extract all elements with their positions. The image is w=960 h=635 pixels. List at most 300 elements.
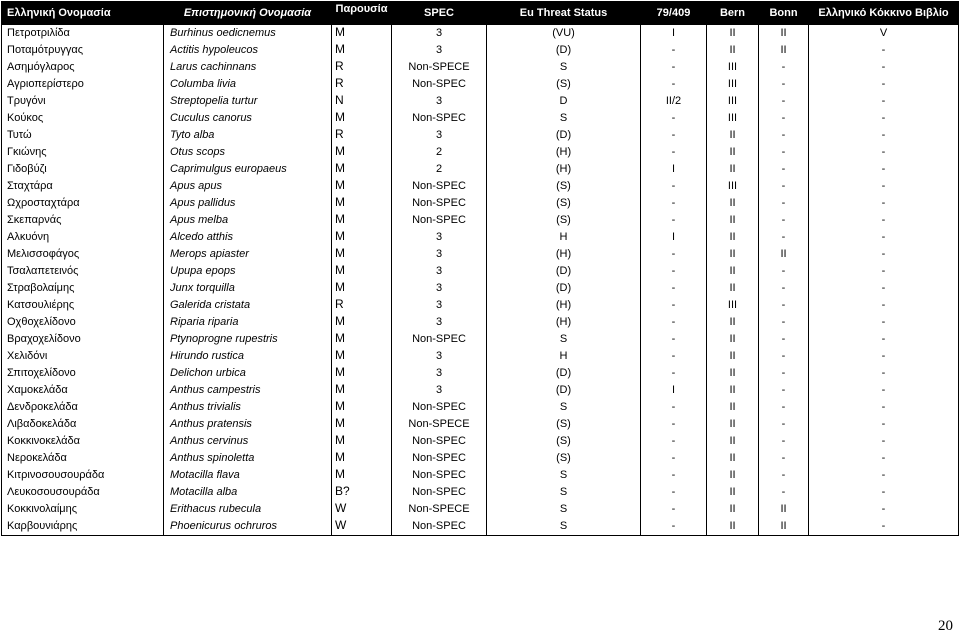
- cell-common-name: Γκιώνης: [2, 144, 164, 161]
- cell-presence: B?: [332, 484, 392, 501]
- cell-bern: II: [707, 331, 759, 348]
- cell-presence: M: [332, 178, 392, 195]
- cell-scientific-name: Junx torquilla: [164, 280, 332, 297]
- cell-spec: Non-SPEC: [392, 331, 487, 348]
- cell-bern: II: [707, 501, 759, 518]
- cell-spec: Non-SPEC: [392, 76, 487, 93]
- cell-presence: M: [332, 467, 392, 484]
- cell-common-name: Πετροτριλίδα: [2, 25, 164, 43]
- cell-directive: II/2: [641, 93, 707, 110]
- cell-red-book: -: [809, 518, 959, 536]
- cell-directive: -: [641, 127, 707, 144]
- cell-directive: -: [641, 178, 707, 195]
- cell-bern: II: [707, 127, 759, 144]
- cell-directive: -: [641, 433, 707, 450]
- cell-spec: 2: [392, 144, 487, 161]
- cell-presence: M: [332, 144, 392, 161]
- cell-bern: III: [707, 76, 759, 93]
- cell-directive: -: [641, 450, 707, 467]
- cell-red-book: V: [809, 25, 959, 43]
- table-row: [2, 263, 959, 280]
- cell-spec: 3: [392, 314, 487, 331]
- cell-red-book: -: [809, 195, 959, 212]
- cell-bonn: -: [759, 178, 809, 195]
- table-row: [2, 59, 959, 76]
- cell-eu-threat: S: [487, 518, 641, 536]
- cell-scientific-name: Ptynoprogne rupestris: [164, 331, 332, 348]
- cell-common-name: Ασημόγλαρος: [2, 59, 164, 76]
- cell-presence: M: [332, 161, 392, 178]
- cell-eu-threat: S: [487, 399, 641, 416]
- table-row: [2, 331, 959, 348]
- table-row: [2, 229, 959, 246]
- cell-spec: Non-SPEC: [392, 110, 487, 127]
- cell-bonn: -: [759, 467, 809, 484]
- table-row: [2, 42, 959, 59]
- cell-spec: Non-SPECE: [392, 416, 487, 433]
- cell-red-book: -: [809, 280, 959, 297]
- table-row: [2, 416, 959, 433]
- cell-spec: 3: [392, 42, 487, 59]
- cell-bonn: -: [759, 229, 809, 246]
- cell-scientific-name: Delichon urbica: [164, 365, 332, 382]
- cell-eu-threat: (H): [487, 144, 641, 161]
- cell-common-name: Γιδοβύζι: [2, 161, 164, 178]
- cell-eu-threat: (S): [487, 450, 641, 467]
- cell-red-book: -: [809, 76, 959, 93]
- cell-common-name: Κιτρινοσουσουράδα: [2, 467, 164, 484]
- cell-spec: Non-SPEC: [392, 450, 487, 467]
- cell-directive: I: [641, 382, 707, 399]
- cell-presence: M: [332, 433, 392, 450]
- cell-common-name: Χαμοκελάδα: [2, 382, 164, 399]
- header-presence: Παρουσία: [332, 2, 392, 25]
- cell-common-name: Λευκοσουσουράδα: [2, 484, 164, 501]
- cell-presence: N: [332, 93, 392, 110]
- cell-bonn: II: [759, 501, 809, 518]
- cell-bern: III: [707, 297, 759, 314]
- cell-common-name: Δενδροκελάδα: [2, 399, 164, 416]
- cell-scientific-name: Merops apiaster: [164, 246, 332, 263]
- cell-bern: III: [707, 59, 759, 76]
- cell-red-book: -: [809, 348, 959, 365]
- cell-scientific-name: Burhinus oedicnemus: [164, 25, 332, 43]
- cell-bonn: -: [759, 365, 809, 382]
- cell-red-book: -: [809, 110, 959, 127]
- cell-bern: II: [707, 399, 759, 416]
- cell-bern: II: [707, 382, 759, 399]
- cell-directive: -: [641, 42, 707, 59]
- cell-presence: M: [332, 348, 392, 365]
- cell-red-book: -: [809, 42, 959, 59]
- cell-spec: Non-SPEC: [392, 433, 487, 450]
- cell-scientific-name: Caprimulgus europaeus: [164, 161, 332, 178]
- cell-presence: W: [332, 518, 392, 536]
- cell-spec: 3: [392, 246, 487, 263]
- cell-spec: Non-SPEC: [392, 467, 487, 484]
- cell-bonn: -: [759, 382, 809, 399]
- cell-red-book: -: [809, 144, 959, 161]
- table-row: [2, 484, 959, 501]
- cell-common-name: Κατσουλιέρης: [2, 297, 164, 314]
- cell-scientific-name: Anthus pratensis: [164, 416, 332, 433]
- cell-directive: I: [641, 229, 707, 246]
- cell-common-name: Τυτώ: [2, 127, 164, 144]
- cell-common-name: Κοκκινολαίμης: [2, 501, 164, 518]
- cell-red-book: -: [809, 59, 959, 76]
- cell-scientific-name: Galerida cristata: [164, 297, 332, 314]
- cell-bonn: II: [759, 25, 809, 43]
- cell-common-name: Λιβαδοκελάδα: [2, 416, 164, 433]
- table-row: [2, 399, 959, 416]
- cell-spec: Non-SPEC: [392, 195, 487, 212]
- header-red-book: Ελληνικό Κόκκινο Βιβλίο: [809, 2, 959, 25]
- cell-red-book: -: [809, 212, 959, 229]
- cell-presence: M: [332, 450, 392, 467]
- table-row: [2, 25, 959, 43]
- table-row: [2, 178, 959, 195]
- table-row: [2, 314, 959, 331]
- table-row: [2, 212, 959, 229]
- cell-scientific-name: Anthus cervinus: [164, 433, 332, 450]
- cell-presence: M: [332, 263, 392, 280]
- cell-bern: II: [707, 365, 759, 382]
- cell-directive: -: [641, 331, 707, 348]
- cell-red-book: -: [809, 127, 959, 144]
- cell-presence: M: [332, 331, 392, 348]
- cell-bonn: -: [759, 59, 809, 76]
- cell-common-name: Σπιτοχελίδονο: [2, 365, 164, 382]
- table-row: [2, 348, 959, 365]
- cell-directive: -: [641, 416, 707, 433]
- cell-eu-threat: (D): [487, 263, 641, 280]
- table-row: [2, 518, 959, 536]
- page-number: 20: [938, 618, 953, 634]
- cell-common-name: Τρυγόνι: [2, 93, 164, 110]
- cell-scientific-name: Otus scops: [164, 144, 332, 161]
- cell-bern: II: [707, 25, 759, 43]
- cell-spec: Non-SPEC: [392, 518, 487, 536]
- cell-bern: II: [707, 314, 759, 331]
- cell-bonn: -: [759, 263, 809, 280]
- cell-eu-threat: S: [487, 484, 641, 501]
- cell-presence: M: [332, 399, 392, 416]
- header-spec: SPEC: [392, 2, 487, 25]
- cell-bern: II: [707, 144, 759, 161]
- header-directive: 79/409: [641, 2, 707, 25]
- cell-bern: II: [707, 195, 759, 212]
- cell-presence: M: [332, 212, 392, 229]
- header-bern: Bern: [707, 2, 759, 25]
- table-row: [2, 246, 959, 263]
- cell-spec: 3: [392, 297, 487, 314]
- cell-directive: I: [641, 161, 707, 178]
- cell-red-book: -: [809, 399, 959, 416]
- cell-red-book: -: [809, 246, 959, 263]
- cell-bonn: -: [759, 433, 809, 450]
- cell-eu-threat: (D): [487, 127, 641, 144]
- cell-bonn: -: [759, 331, 809, 348]
- cell-common-name: Νεροκελάδα: [2, 450, 164, 467]
- cell-scientific-name: Apus apus: [164, 178, 332, 195]
- cell-spec: 2: [392, 161, 487, 178]
- cell-bern: II: [707, 263, 759, 280]
- cell-red-book: -: [809, 314, 959, 331]
- cell-red-book: -: [809, 178, 959, 195]
- cell-scientific-name: Motacilla alba: [164, 484, 332, 501]
- cell-bonn: -: [759, 348, 809, 365]
- table-row: [2, 467, 959, 484]
- cell-common-name: Στραβολαίμης: [2, 280, 164, 297]
- cell-scientific-name: Anthus campestris: [164, 382, 332, 399]
- cell-red-book: -: [809, 161, 959, 178]
- cell-directive: -: [641, 518, 707, 536]
- cell-bonn: -: [759, 297, 809, 314]
- cell-spec: 3: [392, 229, 487, 246]
- cell-common-name: Ποταμότρυγγας: [2, 42, 164, 59]
- cell-presence: M: [332, 42, 392, 59]
- cell-bern: III: [707, 110, 759, 127]
- cell-spec: Non-SPEC: [392, 178, 487, 195]
- cell-common-name: Σταχτάρα: [2, 178, 164, 195]
- cell-scientific-name: Alcedo atthis: [164, 229, 332, 246]
- cell-scientific-name: Upupa epops: [164, 263, 332, 280]
- cell-spec: Non-SPECE: [392, 59, 487, 76]
- cell-scientific-name: Actitis hypoleucos: [164, 42, 332, 59]
- header-bonn: Bonn: [759, 2, 809, 25]
- cell-directive: -: [641, 365, 707, 382]
- cell-presence: M: [332, 110, 392, 127]
- cell-bern: II: [707, 518, 759, 536]
- cell-bonn: II: [759, 246, 809, 263]
- cell-directive: -: [641, 501, 707, 518]
- cell-bonn: -: [759, 280, 809, 297]
- cell-scientific-name: Phoenicurus ochruros: [164, 518, 332, 536]
- cell-spec: 3: [392, 348, 487, 365]
- cell-bonn: -: [759, 110, 809, 127]
- cell-presence: M: [332, 229, 392, 246]
- cell-bonn: -: [759, 314, 809, 331]
- cell-bern: II: [707, 161, 759, 178]
- cell-spec: 3: [392, 365, 487, 382]
- cell-eu-threat: (VU): [487, 25, 641, 43]
- cell-bern: II: [707, 416, 759, 433]
- table-row: [2, 280, 959, 297]
- table-row: [2, 382, 959, 399]
- table-row: [2, 365, 959, 382]
- cell-presence: R: [332, 297, 392, 314]
- cell-directive: -: [641, 484, 707, 501]
- cell-bern: II: [707, 348, 759, 365]
- cell-directive: -: [641, 76, 707, 93]
- cell-common-name: Καρβουνιάρης: [2, 518, 164, 536]
- cell-eu-threat: (H): [487, 161, 641, 178]
- cell-spec: 3: [392, 280, 487, 297]
- cell-spec: Non-SPEC: [392, 399, 487, 416]
- cell-spec: 3: [392, 127, 487, 144]
- cell-scientific-name: Anthus spinoletta: [164, 450, 332, 467]
- cell-bonn: -: [759, 127, 809, 144]
- species-table: [1, 1, 959, 536]
- cell-bonn: -: [759, 450, 809, 467]
- cell-eu-threat: H: [487, 229, 641, 246]
- cell-red-book: -: [809, 93, 959, 110]
- cell-bern: III: [707, 93, 759, 110]
- cell-bern: II: [707, 212, 759, 229]
- cell-bern: II: [707, 229, 759, 246]
- cell-eu-threat: S: [487, 59, 641, 76]
- cell-red-book: -: [809, 416, 959, 433]
- cell-scientific-name: Streptopelia turtur: [164, 93, 332, 110]
- cell-spec: 3: [392, 382, 487, 399]
- cell-presence: M: [332, 382, 392, 399]
- cell-directive: -: [641, 110, 707, 127]
- cell-directive: I: [641, 25, 707, 43]
- cell-bonn: -: [759, 76, 809, 93]
- cell-eu-threat: S: [487, 501, 641, 518]
- cell-spec: Non-SPEC: [392, 484, 487, 501]
- cell-bonn: -: [759, 195, 809, 212]
- table-row: [2, 501, 959, 518]
- cell-directive: -: [641, 263, 707, 280]
- cell-bonn: -: [759, 93, 809, 110]
- cell-scientific-name: Larus cachinnans: [164, 59, 332, 76]
- cell-common-name: Σκεπαρνάς: [2, 212, 164, 229]
- table-row: [2, 450, 959, 467]
- cell-red-book: -: [809, 450, 959, 467]
- table-row: [2, 93, 959, 110]
- header-eu-threat: Eu Threat Status: [487, 2, 641, 25]
- cell-common-name: Βραχοχελίδονο: [2, 331, 164, 348]
- cell-scientific-name: Columba livia: [164, 76, 332, 93]
- cell-directive: -: [641, 195, 707, 212]
- cell-directive: -: [641, 399, 707, 416]
- cell-eu-threat: (S): [487, 76, 641, 93]
- table-row: [2, 195, 959, 212]
- cell-bonn: -: [759, 212, 809, 229]
- cell-red-book: -: [809, 433, 959, 450]
- cell-directive: -: [641, 467, 707, 484]
- header-scientific-name: Επιστημονική Ονομασία: [164, 2, 332, 25]
- cell-scientific-name: Erithacus rubecula: [164, 501, 332, 518]
- cell-red-book: -: [809, 484, 959, 501]
- cell-bonn: II: [759, 518, 809, 536]
- cell-red-book: -: [809, 297, 959, 314]
- cell-spec: 3: [392, 93, 487, 110]
- cell-bonn: -: [759, 484, 809, 501]
- cell-eu-threat: (H): [487, 246, 641, 263]
- cell-scientific-name: Tyto alba: [164, 127, 332, 144]
- cell-common-name: Αλκυόνη: [2, 229, 164, 246]
- cell-presence: M: [332, 25, 392, 43]
- cell-presence: R: [332, 127, 392, 144]
- cell-bern: II: [707, 450, 759, 467]
- cell-directive: -: [641, 144, 707, 161]
- cell-presence: M: [332, 416, 392, 433]
- cell-directive: -: [641, 59, 707, 76]
- cell-eu-threat: (S): [487, 195, 641, 212]
- cell-eu-threat: (D): [487, 382, 641, 399]
- cell-eu-threat: (S): [487, 212, 641, 229]
- cell-presence: M: [332, 314, 392, 331]
- cell-directive: -: [641, 348, 707, 365]
- cell-scientific-name: Riparia riparia: [164, 314, 332, 331]
- cell-spec: 3: [392, 25, 487, 43]
- cell-common-name: Μελισσοφάγος: [2, 246, 164, 263]
- cell-eu-threat: H: [487, 348, 641, 365]
- cell-bern: II: [707, 484, 759, 501]
- cell-common-name: Τσαλαπετεινός: [2, 263, 164, 280]
- cell-directive: -: [641, 297, 707, 314]
- table-row: [2, 127, 959, 144]
- table-row: [2, 161, 959, 178]
- cell-bern: II: [707, 280, 759, 297]
- cell-common-name: Χελιδόνι: [2, 348, 164, 365]
- cell-directive: -: [641, 314, 707, 331]
- cell-red-book: -: [809, 501, 959, 518]
- cell-eu-threat: (H): [487, 297, 641, 314]
- cell-red-book: -: [809, 467, 959, 484]
- cell-eu-threat: S: [487, 331, 641, 348]
- cell-scientific-name: Hirundo rustica: [164, 348, 332, 365]
- cell-presence: M: [332, 365, 392, 382]
- cell-red-book: -: [809, 365, 959, 382]
- cell-presence: M: [332, 195, 392, 212]
- cell-eu-threat: (S): [487, 416, 641, 433]
- cell-common-name: Κοκκινοκελάδα: [2, 433, 164, 450]
- cell-directive: -: [641, 212, 707, 229]
- cell-scientific-name: Cuculus canorus: [164, 110, 332, 127]
- cell-red-book: -: [809, 229, 959, 246]
- cell-eu-threat: (D): [487, 280, 641, 297]
- cell-directive: -: [641, 280, 707, 297]
- table-body: [2, 25, 959, 536]
- cell-common-name: Αγριοπερίστερο: [2, 76, 164, 93]
- cell-spec: Non-SPECE: [392, 501, 487, 518]
- cell-eu-threat: (S): [487, 433, 641, 450]
- cell-scientific-name: Apus pallidus: [164, 195, 332, 212]
- cell-bonn: -: [759, 399, 809, 416]
- cell-bern: II: [707, 467, 759, 484]
- cell-spec: Non-SPEC: [392, 212, 487, 229]
- cell-red-book: -: [809, 263, 959, 280]
- cell-presence: R: [332, 59, 392, 76]
- cell-bern: II: [707, 433, 759, 450]
- cell-directive: -: [641, 246, 707, 263]
- cell-bern: II: [707, 246, 759, 263]
- cell-bonn: -: [759, 416, 809, 433]
- cell-eu-threat: S: [487, 467, 641, 484]
- cell-bern: II: [707, 42, 759, 59]
- cell-red-book: -: [809, 331, 959, 348]
- cell-eu-threat: (S): [487, 178, 641, 195]
- cell-bonn: -: [759, 144, 809, 161]
- cell-presence: W: [332, 501, 392, 518]
- cell-scientific-name: Apus melba: [164, 212, 332, 229]
- cell-common-name: Κούκος: [2, 110, 164, 127]
- cell-scientific-name: Motacilla flava: [164, 467, 332, 484]
- cell-eu-threat: (H): [487, 314, 641, 331]
- table-row: [2, 433, 959, 450]
- cell-scientific-name: Anthus trivialis: [164, 399, 332, 416]
- table-row: [2, 297, 959, 314]
- cell-common-name: Οχθοχελίδονο: [2, 314, 164, 331]
- table-row: [2, 110, 959, 127]
- cell-bonn: -: [759, 161, 809, 178]
- cell-red-book: -: [809, 382, 959, 399]
- cell-eu-threat: (D): [487, 42, 641, 59]
- cell-eu-threat: S: [487, 110, 641, 127]
